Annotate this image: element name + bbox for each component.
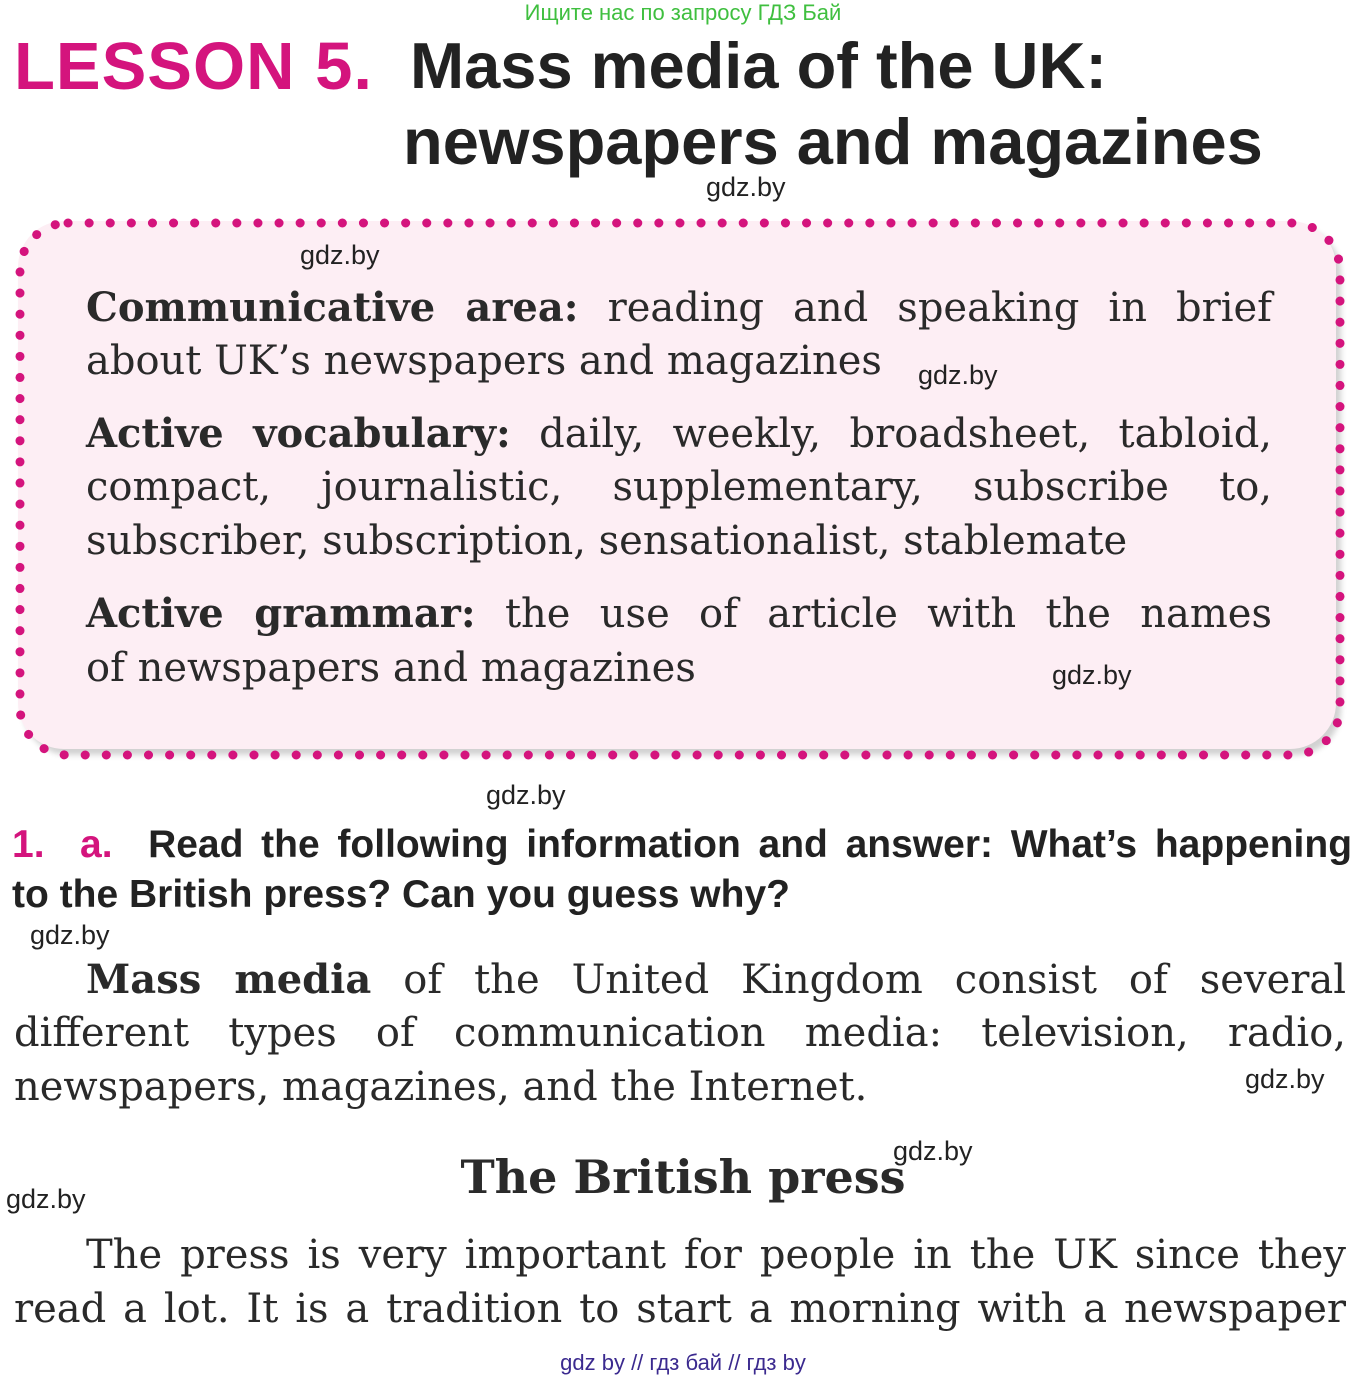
lesson-title-line2: newspapers and magazines <box>403 105 1263 178</box>
watermark: gdz.by <box>300 240 380 270</box>
intro-line2: different types of communication media: television, radio, <box>14 1010 1346 1056</box>
intro-line3: newspapers, magazines, and the Internet. <box>14 1064 868 1110</box>
active-vocabulary-line1 <box>86 410 1272 457</box>
watermark: gdz.by <box>486 780 566 810</box>
active-grammar-line2: of newspapers and magazines <box>86 645 696 691</box>
communicative-area-line1 <box>86 284 1272 331</box>
intro-term: Mass media <box>86 956 372 1003</box>
watermark: gdz.by <box>706 172 786 202</box>
active-grammar-label: Active grammar: <box>86 590 476 637</box>
communicative-area-text: reading and speaking in brief <box>607 285 1272 331</box>
task-number: 1. <box>12 823 45 866</box>
communicative-area-line2: about UK’s newspapers and magazines <box>86 338 882 384</box>
task-line1 <box>12 820 1352 870</box>
active-vocabulary-line2: compact, journalistic, supplementary, subscribe to, <box>86 464 1272 510</box>
active-vocabulary-text: daily, weekly, broadsheet, tabloid, <box>539 411 1273 457</box>
intro-line1 <box>14 956 1346 1003</box>
section-line1: The press is very important for people in the UK since they <box>86 1232 1346 1278</box>
section-line2: read a lot. It is a tradition to start a morning with a newspaper <box>14 1286 1346 1332</box>
section-heading: The British press <box>460 1150 906 1204</box>
watermark: gdz.by <box>30 920 110 950</box>
watermark: gdz.by <box>893 1136 973 1166</box>
task-text-line2: to the British press? Can you guess why? <box>12 873 790 916</box>
watermark: gdz.by <box>918 360 998 390</box>
watermark: gdz.by <box>1245 1064 1325 1094</box>
intro-line1-text: of the United Kingdom consist of several <box>403 957 1347 1003</box>
communicative-area-label: Communicative area: <box>86 284 579 331</box>
active-vocabulary-line3: subscriber, subscription, sensationalist, stablemate <box>86 518 1128 564</box>
task-letter: a. <box>80 823 113 866</box>
active-grammar-line1 <box>86 590 1272 637</box>
watermark: gdz.by <box>6 1184 86 1214</box>
lesson-title-line1: Mass media of the UK: <box>410 29 1108 102</box>
watermark: gdz.by <box>1052 660 1132 690</box>
footer-watermark: gdz by // гдз бай // гдз by <box>560 1350 806 1375</box>
top-banner: Ищите нас по запросу ГДЗ Бай <box>524 0 842 25</box>
task-text-line1: Read the following information and answer: What’s happening <box>148 823 1353 866</box>
active-vocabulary-label: Active vocabulary: <box>86 410 511 457</box>
lesson-number: LESSON 5. <box>14 29 373 104</box>
active-grammar-text: the use of article with the names <box>504 591 1273 637</box>
task-instruction <box>12 820 1352 920</box>
